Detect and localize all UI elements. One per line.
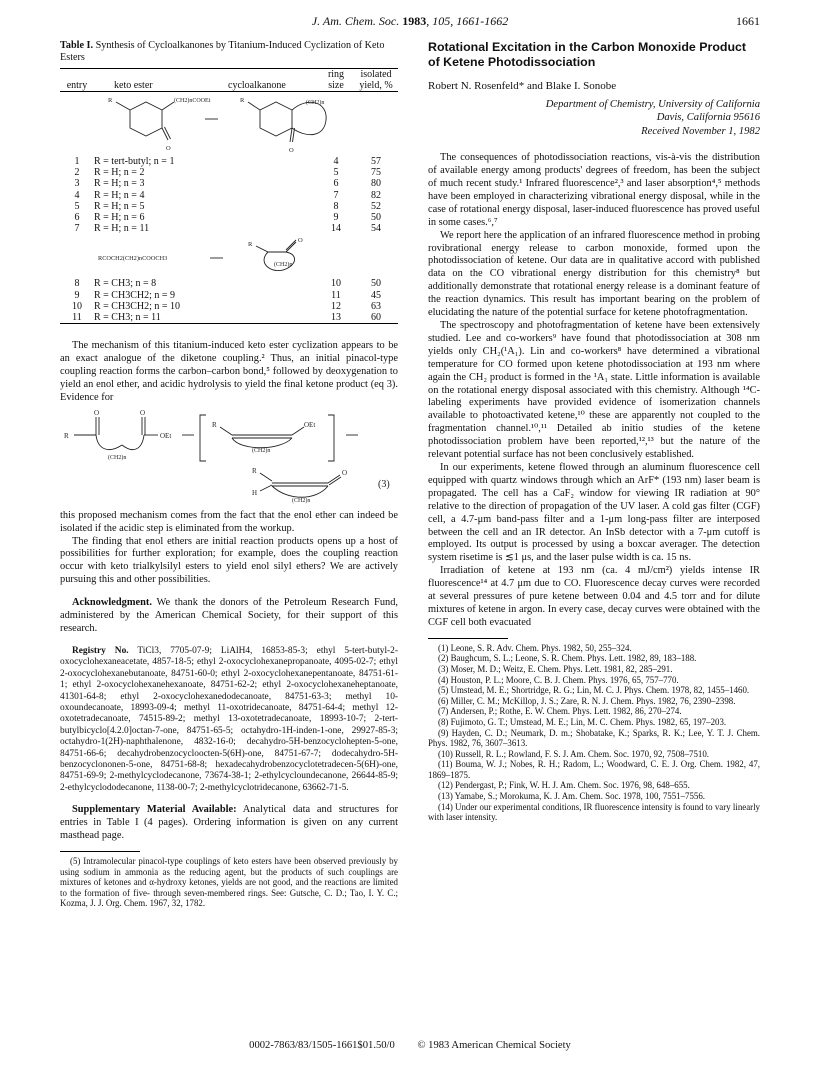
cell-yield: 45 — [371, 289, 381, 301]
cell-yield: 50 — [371, 278, 381, 290]
header-cycloalkanone: cycloalkanone — [228, 80, 286, 91]
article-title: Rotational Excitation in the Carbon Monoxide Product of Ketene Photodissociation — [428, 40, 747, 69]
cell-entry: 7 — [74, 223, 80, 235]
page-number: 1661 — [736, 14, 760, 28]
evidence-paragraph: this proposed mechanism comes from the fact that the enol ether can indeed be isolated if the acidic step is eliminated from the workup. — [60, 509, 398, 534]
reference-item: (13) Yamabe, S.; Morokuma, K. J. Am. Chem. Soc. 1978, 100, 7551–7556. — [438, 791, 705, 802]
header-keto-ester: keto ester — [114, 80, 153, 91]
cell-size: 6 — [333, 178, 339, 190]
cell-empty — [228, 290, 318, 301]
cell-keto-ester: R = CH3; n = 11 — [94, 312, 161, 324]
cell-empty — [228, 201, 318, 212]
cell-size: 14 — [331, 223, 341, 235]
table-row — [60, 167, 398, 178]
reference-item: (1) Leone, S. R. Adv. Chem. Phys. 1982, 50, 255–324. — [438, 642, 632, 653]
cell-yield: 57 — [371, 156, 381, 167]
cell-empty — [228, 312, 318, 324]
cell-size: 5 — [333, 167, 339, 179]
cell-keto-ester: R = CH3CH2; n = 9 — [94, 289, 176, 301]
scheme1-oxygen-left: O — [166, 145, 171, 152]
table-row — [60, 201, 398, 212]
table-caption-text: Synthesis of Cycloalkanones by Titanium-Induced Cyclization of Keto Esters — [60, 40, 385, 63]
eq-ch2n-1: (CH2)n — [108, 454, 127, 461]
cell-entry: 4 — [74, 189, 80, 201]
acknowledgment — [60, 597, 398, 636]
header-ring: ring — [327, 69, 345, 80]
scheme2-oxygen: O — [298, 237, 303, 245]
footer-copyright: © 1983 American Chemical Society — [417, 1040, 571, 1051]
cell-entry: 10 — [72, 300, 82, 312]
cell-size: 10 — [331, 278, 341, 290]
cell-empty — [228, 178, 318, 189]
cell-size: 8 — [333, 200, 339, 212]
eq-r-2: R — [212, 420, 217, 429]
eq-oet-2: OEt — [304, 420, 316, 429]
cell-empty — [228, 301, 318, 312]
cell-entry: 9 — [74, 289, 80, 301]
cell-size: 13 — [331, 312, 341, 324]
scheme2-keto-ester: RCOCH2(CH2)nCOOCH3 — [98, 255, 168, 263]
cell-keto-ester: R = H; n = 3 — [94, 178, 145, 190]
eq-oxygen-3: O — [342, 468, 348, 477]
scheme-2-structure — [60, 234, 398, 278]
header-isolated: isolated — [360, 69, 392, 80]
reference-item: (10) Russell, R. L.; Rowland, F. S. J. Am. Chem. Soc. 1970, 92, 7508–7510. — [438, 748, 709, 759]
footer-code: 0002-7863/83/1505-1661$01.50/0 — [249, 1040, 395, 1051]
eq-bracket-left — [200, 415, 206, 461]
cell-keto-ester: R = tert-butyl; n = 1 — [94, 156, 175, 167]
affiliation-line-1: Department of Chemistry, University of California — [545, 99, 760, 110]
table-section-b — [60, 278, 398, 323]
running-header — [60, 14, 760, 34]
cell-empty — [228, 156, 318, 167]
table-row — [60, 190, 398, 201]
table-row — [60, 178, 398, 189]
cell-yield: 82 — [371, 189, 381, 201]
registry-numbers — [60, 646, 398, 794]
bicyclic-ring-b — [292, 102, 326, 134]
cell-keto-ester: R = CH3; n = 8 — [94, 278, 157, 290]
cell-empty — [228, 167, 318, 178]
header-size: size — [328, 80, 344, 91]
scheme2-r: R — [248, 241, 253, 249]
cell-keto-ester: R = H; n = 5 — [94, 200, 145, 212]
reference-item: (8) Fujimoto, G. T.; Umstead, M. E.; Lin, M. C. Chem. Phys. 1982, 65, 197–203. — [438, 716, 727, 727]
cell-size: 7 — [333, 189, 339, 201]
article-paragraph-2: We report here the application of an infrared fluorescence method in probing rovibrational energy release to carbon monoxide, formed upon the photodissociation of ketene. Our data are in qualitative accord with published data on the CO vibrational energy distribution for this chemistry⁸ but additionally demonstrate that rotational energy release is a dominant feature of the reaction dynamics. This result has important bearing on the problem of elucidating the nature of the potential surface for ketene photofragmentation. — [428, 229, 760, 319]
cell-keto-ester: R = H; n = 2 — [94, 167, 145, 179]
eq-ch2n-2: (CH2)n — [252, 447, 271, 454]
cell-keto-ester: R = H; n = 4 — [94, 189, 145, 201]
cell-size: 9 — [333, 212, 339, 224]
table-header-row-2 — [60, 80, 398, 92]
table-section-a — [60, 156, 398, 234]
keto-ester-ring — [130, 102, 162, 136]
left-column — [60, 40, 398, 909]
cycloalkanone-table — [60, 68, 398, 334]
table-row — [60, 290, 398, 301]
journal-year: 1983 — [402, 14, 427, 28]
eq-oxygen-1: O — [94, 408, 100, 417]
header-entry: entry — [66, 80, 88, 91]
table-bottom-rule — [60, 324, 398, 335]
article-paragraph-4: In our experiments, ketene flowed through an aluminum fluorescence cell equipped with quartz windows through which an ArF* (193 nm) laser beam is propagated. The cell has a CaF₂ window for viewing IR radiation at 90° relative to the direction of propagation of the UV laser. A cold gas filter (CGF) cell, a 4.7-μm band-pass filter and a 1-μm long-pass filter are interposed between the cell and an IR detector. An InSb detector with a 7-μm cutoff is employed. Its output is processed by using a boxcar averager. The detection system risetime is ≲1 μs, and the laser pulse width is ca. 15 ns. — [428, 461, 760, 564]
references-list — [428, 643, 760, 823]
reference-item: (4) Houston, P. L.; Moore, C. B. J. Chem. Phys. 1976, 65, 757–770. — [438, 674, 679, 685]
acknowledgment-heading: Acknowledgment. — [72, 597, 152, 609]
mechanism-paragraph: The mechanism of this titanium-induced keto ester cyclization appears to be an exact analogue of the diketone coupling.² Thus, an initial pinacol-type coupling reaction forms the carbon–carbon bond,⁵ followed by deoxygenation to yield an enol ether, and acidic hydrolysis to yield the final ketone product (eq 3). Evidence for — [60, 340, 398, 403]
cell-yield: 54 — [371, 223, 381, 235]
reference-item: (9) Hayden, C. D.; Neumark, D. m.; Shobatake, K.; Sparks, R. K.; Lee, Y. T. J. Chem. Phys. 1982, 76, 3607–3613. — [428, 727, 760, 749]
table-row — [60, 212, 398, 223]
registry-heading: Registry No. — [72, 645, 129, 656]
table-caption — [60, 40, 398, 64]
cell-yield: 60 — [371, 312, 381, 324]
page-footer — [60, 1040, 760, 1051]
article-paragraph-5: Irradiation of ketene at 193 nm (ca. 4 mJ/cm²) yields intense IR fluorescence¹⁴ at 4.7 μm due to CO. Fluorescence decay curves were recorded at several pressures of pure ketene between 0.04 and 4.5 torr and for dilute mixtures of ketene in argon. In every case, decay curves were obtained with the CGF cell both evacuated — [428, 565, 760, 628]
scheme1-ring-label: (CH2)n — [306, 100, 325, 106]
table-row — [60, 156, 398, 167]
cell-keto-ester: R = H; n = 6 — [94, 212, 145, 224]
supplementary-text: Analytical data and structures for entries in Table I (4 pages). Ordering information is given on any current masthead page. — [60, 804, 398, 842]
registry-text: TiCl3, 7705-07-9; LiAlH4, 16853-85-3; ethyl 5-tert-butyl-2-oxocyclohexaneacetate, 4857-18-5; ethyl 2-oxocyclohexanepropanoate, 4095-02-7; ethyl 2-oxocyclohexanebutanoate, 84751-60-0; ethyl 2-oxocyclohexanepentanoate, 84751-61-1; ethyl 2-oxocyclohexanehexanoate, 84751-62-2; ethyl 2-oxocyclohexaneheptanoate, 41301-64-8; ethyl 2-oxocyclohexanedodecanoate, 84751-63-3; methyl 10-oxoundecanoate, 18993-09-4; methyl 11-oxotridecanoate, 84751-64-4; methyl 12-oxotetradecanoate, 74515-89-2; methyl 13-oxotetradecanoate, 18993-10-7; 2-tert-butylbicyclo[4.2.0]octan-7-one, 84751-65-5; octahydro-1H-inden-1-one, 29927-85-3; octahydro-1(2H)-naphthalenone, 4832-16-0; decahydro-5H-benzocyclohepten-5-one, 84751-66-6; decahydrobenzocycloocten-5(6H)-one, 84751-67-7; dodecahydro-5H-benzocyclononen-5-one, 84751-68-8; hexadecahydrobenzocyclotetradecen-5(6H)-one, 84751-69-9; 2-methylcyclodecanone, 73674-38-1; 2-ethylcycloundecanone, 26644-85-9; 2-ethylcyclododecanone, 1138-00-7; 2-methylcyclotridecanone, 63662-71-5. — [60, 645, 398, 793]
eq-ch2n-3: (CH2)n — [292, 497, 311, 504]
equation-3-scheme — [60, 405, 398, 505]
cell-entry: 8 — [74, 278, 80, 290]
reference-item: (3) Moser, M. D.; Weitz, E. Chem. Phys. Lett. 1981, 82, 285–291. — [438, 663, 673, 674]
cell-size: 11 — [331, 289, 341, 301]
cell-entry: 6 — [74, 212, 80, 224]
scheme1-r-left: R — [108, 97, 113, 104]
reference-item: (12) Pendergast, P.; Fink, W. H. J. Am. Chem. Soc. 1976, 98, 648–655. — [438, 780, 690, 791]
eq-r-1: R — [64, 431, 69, 440]
footnote-5: (5) Intramolecular pinacol-type couplings of keto esters have been observed previously by using sodium in ammonia as the reducing agent, but the products of such couplings are mixtures of ketones and α-hydroxy ketones, yields are not good, and the reactions are limited to the formation of five- through seven-membered rings. See: Gutsche, C. D.; Tao, I. Y. C.; Kozma, J. J. Org. Chem. 1967, 32, 1782. — [60, 855, 398, 909]
acknowledgment-text: We thank the donors of the Petroleum Research Fund, administered by the American Chemical Society, for their support of this research. — [60, 597, 399, 635]
table-row — [60, 301, 398, 312]
scheme2-ring-label: (CH2)n — [274, 262, 293, 269]
cell-empty — [228, 212, 318, 223]
cell-size: 12 — [331, 300, 341, 312]
equation-number: (3) — [378, 478, 390, 490]
journal-volume-pages: , 105, 1661-1662 — [426, 14, 509, 28]
received-date: Received November 1, 1982 — [641, 125, 760, 137]
cell-empty — [228, 190, 318, 201]
right-column — [428, 40, 760, 823]
cell-entry: 3 — [74, 178, 80, 190]
table-row — [60, 312, 398, 324]
cell-keto-ester: R = H; n = 11 — [94, 223, 150, 235]
cell-yield: 80 — [371, 178, 381, 190]
cell-entry: 2 — [74, 167, 80, 179]
table-caption-label: Table I. — [60, 40, 94, 51]
reference-item: (6) Miller, C. M.; McKillop, J. S.; Zare, R. N. J. Chem. Phys. 1982, 76, 2390–2398. — [438, 695, 736, 706]
article-paragraph-3: The spectroscopy and photofragmentation of ketene have been extensively studied. Lee and co-workers⁹ have found that photodissociation at 308 nm yields only CH₂(¹A₁). Lin and co-workers⁸ have determined a vibrational temperature for CO formed upon ketene photodissociation at 193 nm where again the CH₂ product is formed in the ¹A₁ state. Little information is available on the rotational energy disposal associated with this chemistry. Although ¹⁴C-labeling experiments have provided evidence of isomerization channels available to photoactivated ketene,¹⁰ these are apparently not coupled to the fragmentation channel.¹⁰,¹¹ Detailed ab initio studies of the ketene photodissociation problem have been reported,¹²,¹³ but the nature of the relevant potential surface has not been conclusively established. — [428, 320, 760, 461]
reference-item: (11) Bouma, W. J.; Nobes, R. H.; Radom, L.; Woodward, C. E. J. Org. Chem. 1982, 47, 1869–1875. — [428, 759, 760, 780]
scheme1-r-right: R — [240, 97, 245, 104]
cell-yield: 75 — [371, 167, 381, 179]
supplementary-heading: Supplementary Material Available: — [72, 804, 237, 816]
author-affiliation — [428, 98, 760, 138]
scheme1-oxygen-right: O — [289, 147, 294, 154]
reference-item: (2) Baughcum, S. L.; Leone, S. R. Chem. Phys. Lett. 1982, 89, 183–188. — [438, 653, 697, 664]
table-header-row-1 — [60, 69, 398, 80]
enol-ether-paragraph: The finding that enol ethers are initial reaction products opens up a host of possibilities for further exploration; for example, does the coupling reaction occur with keto trialkylsilyl esters to yield enol silyl ethers? We are actively pursuing this and other possibilities. — [60, 535, 398, 586]
reference-item: (14) Under our experimental conditions, IR fluorescence intensity is found to vary linearly with laser intensity. — [428, 801, 760, 823]
cell-size: 4 — [333, 156, 339, 167]
reference-item: (7) Andersen, P.; Rothe, E. W. Chem. Phys. Lett. 1982, 86, 270–274. — [438, 706, 682, 717]
eq-bracket-right — [328, 415, 334, 461]
scheme-1-structure — [60, 92, 398, 156]
cell-empty — [228, 223, 318, 234]
scheme1-chain-label: (CH2)nCOOEt — [174, 98, 211, 104]
supplementary-material — [60, 804, 398, 843]
cell-yield: 50 — [371, 212, 381, 224]
references-rule — [428, 638, 508, 639]
eq-h: H — [252, 488, 258, 497]
eq-oxygen-2: O — [140, 408, 146, 417]
article-authors: Robert N. Rosenfeld* and Blake I. Sonobe — [428, 80, 617, 92]
reference-item: (5) Umstead, M. E.; Shortridge, R. G.; Lin, M. C. J. Phys. Chem. 1978, 82, 1455–1460. — [438, 685, 750, 696]
eq-oet-1: OEt — [160, 431, 172, 440]
journal-name: J. Am. Chem. Soc. — [311, 14, 400, 28]
cell-yield: 63 — [371, 300, 381, 312]
article-paragraph-1: The consequences of photodissociation reactions, vis-à-vis the distribution of available energy among products' degrees of freedom, has been the subject of much recent study.¹ Infrared fluorescence²,³ and laser absorption⁴,⁵ methods have been employed in characterizing vibrational energy disposal, while in the case of rotational energy disposal, laser-induced fluorescence has proved useful in some cases.⁶,⁷ — [428, 152, 760, 228]
table-row — [60, 278, 398, 289]
table-row — [60, 223, 398, 234]
affiliation-line-2: Davis, California 95616 — [656, 112, 760, 124]
cell-entry: 5 — [74, 200, 80, 212]
eq-r-3: R — [252, 466, 257, 475]
cell-keto-ester: R = CH3CH2; n = 10 — [94, 300, 181, 312]
cell-entry: 11 — [72, 312, 82, 324]
bicyclic-ring-a — [260, 102, 292, 136]
cell-yield: 52 — [371, 200, 381, 212]
cell-empty — [228, 278, 318, 289]
header-yield: yield, % — [359, 80, 393, 91]
footnote-rule — [60, 851, 140, 852]
cell-entry: 1 — [74, 156, 80, 167]
journal-citation — [60, 14, 760, 29]
